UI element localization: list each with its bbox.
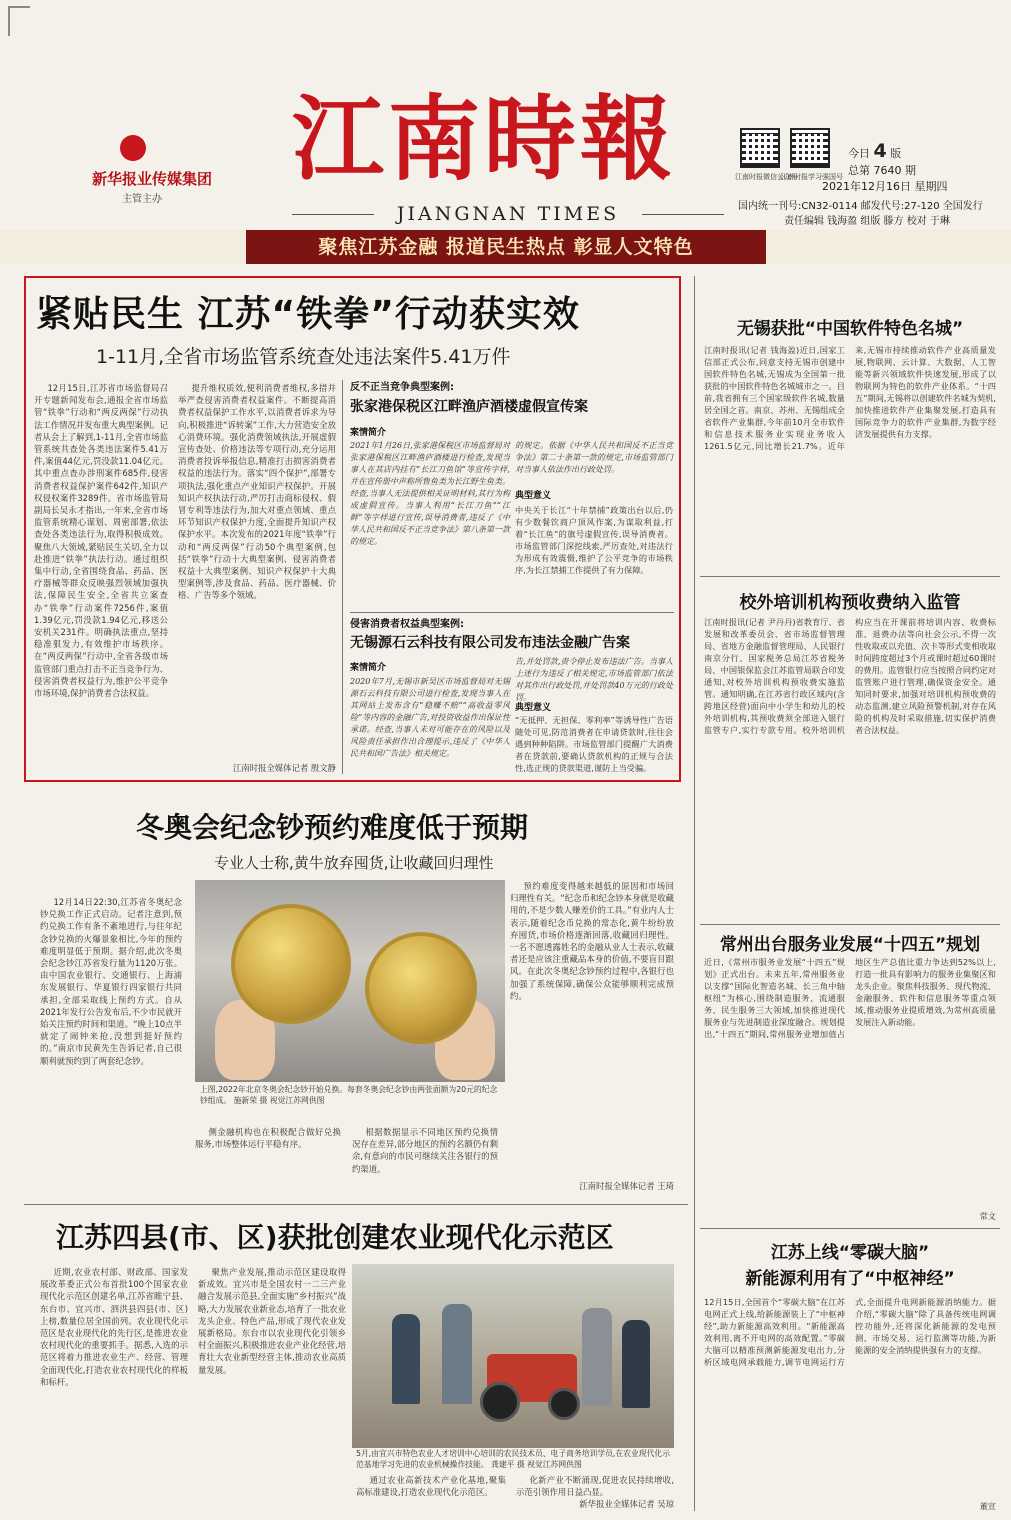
xuexi-qr-icon [790,128,830,168]
issue-pages: 4 [873,140,887,162]
coin-column-3b [352,1126,498,1192]
case1-head: 反不正当竞争典型案例: [350,382,454,393]
right4-text: 12月15日,全国首个“零碳大脑”在江苏电网正式上线,给新能源装上了“中枢神经”,助力新能源高效利用。“新能源高效利用,离不开电网的高效配置。”零碳大脑可以精准预测新能源发电出力,分析区域电网承载能力,调节电网运行方式,全面提升电网新能源消纳能力。据介绍,“零碳大脑”除了具备传统电网调控功能外,还将深化新能源的发电预测、市场交易、运行监测等功能,为新能源的安全消纳提供强有力的支撑。 [704,1297,996,1367]
coin-photo [195,880,505,1082]
issue-info [848,140,916,178]
divider [342,380,343,774]
divider [694,276,695,1511]
case1-label: 案情简介 [350,428,387,438]
lead-column-1 [34,382,168,774]
case1-meaning: 中央关于长江“十年禁捕”政策出台以后,仍有少数餐饮商户顶风作案,为谋取利益,打着“长江鱼”的旗号虚假宣传,误导消费者。市场监管部门深挖线索,严厉查处,对违法行为形成有效震慑,维护了公平竞争的市场秩序,为长江禁捕工作提供了有力保障。 [515,505,673,575]
coin-title[interactable]: 冬奥会纪念钞预约难度低于预期 [136,811,529,844]
group-name: 新华报业传媒集团 [92,170,213,188]
qr-caption: 江南时报学习强国号 [780,173,843,181]
farm-caption: 5月,由宜兴市特色农业人才培训中心培训的农民技术员、电子商务培训学员,在农业现代化示范基地学习先进的农业机械操作技能。 龚建平 摄 视觉江苏网供图 [356,1449,670,1469]
wheel [548,1388,580,1420]
case2-text: 2020年7月,无锡市新吴区市场监督局对无锡源石云科技有限公司进行检查,发现当事人在其网站上发布含有“稳赚不赔”“高收益零风险”等内容的金融广告,对投资收益作出保证性承诺。经查,当事人未对可能存在的风险以及风险责任承担作出合理提示,违反了《中华人民共和国广告法》相关规定。 [350,677,510,758]
coin-icon [365,932,477,1044]
lead-title[interactable]: 紧贴民生 江苏“铁拳”行动获实效 [36,294,580,335]
issue-today: 今日 [848,147,870,160]
masthead-title-en: JIANGNAN TIMES [396,203,620,225]
divider [642,214,724,215]
issue-pages-unit: 版 [890,147,902,160]
case2-title[interactable]: 无锡源石云科技有限公司发布违法金融广告案 [350,635,630,651]
right1-text: 江南时报讯(记者 钱海盈)近日,国家工信部正式公布,同意支持无锡市创建中国软件特色名城,无锡成为全国第一批获批的中国软件特色名城城市之一。目前,我省拥有三个国家级软件名城,数量居全国之首。南京、苏州、无锡组成全省软件产业集群,今年前10月全市软件和信息技术服务业实现业务收入1261.5亿元,同比增长21.7%。近年来,无锡市持续推动软件产业高质量发展,物联网、云计算、大数据、人工智能等新兴领域软件快速发展,形成了以物联网为特色的软件产业体系。“十四五”期间,无锡将以创建软件名城为契机,加快推进软件产业集聚发展,打造具有国际竞争力的软件产业集群,为数字经济发展提供有力支撑。 [704,345,996,451]
farm-body: 化新产业不断涌现,促进农民持续增收,示范引领作用日益凸显。 [516,1475,674,1498]
right2-title[interactable]: 校外培训机构预收费纳入监管 [739,593,961,613]
farm-photo [352,1264,674,1448]
coin-column-1 [40,896,182,1192]
divider [700,924,1000,925]
case2-label: 案情简介 [350,663,387,673]
coin-icon [231,904,351,1024]
group-sub: 主管主办 [122,194,162,205]
editor-line: 责任编辑 钱海盈 组版 滕方 校对 于琳 [784,216,950,227]
person [392,1314,420,1404]
coin-column-4 [510,880,674,1180]
divider [700,1228,1000,1229]
coin-column-2b [195,1126,341,1192]
lead-body: 12月15日,江苏省市场监督局召开专题新闻发布会,通报全省市场监管“铁拳”行动和“两反两保”行动执法工作情况并发布重大典型案例。记者从会上了解到,1-11月,全省市场监管系统共查处各类违法案件5.41万件,案值44亿元,罚没款11.04亿元。其中重点查办涉刑案件685件,侵害消费者权益保护案件642件,知识产权侵权案件3289件。省市场监管局副局长吴永才指出,一年来,全省市场监管系统精心谋划、周密部署,依法查处各类违法行为,取得积极成效。聚焦八大领域,紧贴民生关切,全力以赴推进“铁拳”执法行动。通过组织集中行动,全省围绕食品、药品、医疗器械等群众反映强烈领域加强执法,保障民生安全,全省共立案查办“铁拳”行动案件7256件,案值1.39亿元,罚没款1.94亿元,移送公安机关231件。明确执法重点,坚持稳准狠发力,有效维护市场秩序。在“两反两保”行动中,全省各级市场监管部门重点打击不正当竞争行为、侵害消费者权益行为,维护公平竞争市场环境,保护消费者合法权益。 [34,383,168,699]
person [622,1320,650,1408]
farm-column-1 [40,1266,188,1510]
wheel [480,1382,520,1422]
slogan-bar [0,230,1011,264]
right4-title-2[interactable]: 新能源利用有了“中枢神经” [745,1269,955,1289]
crop-mark [8,6,30,36]
right1-title[interactable]: 无锡获批“中国软件特色名城” [736,319,964,339]
lead-column-2 [178,382,336,762]
right2-text: 江南时报讯(记者 尹丹丹)省教育厅、省发展和改革委员会、省市场监督管理局、省地方金融监督管理局、人民银行南京分行、国家税务总局江苏省税务局、中国银保监会江苏监管局联合印发通知,对校外培训机构预收费实施监管。通知明确,在江苏省行政区域内(含跨地区经营)面向中小学生和幼儿的校外培训机构,其预收费须全部进入银行监管专户,实行专款专用。校外培训机构应当在开课前将培训内容、收费标准、退费办法等向社会公示,不得一次性收取或以充值、次卡等形式变相收取时间跨度超过3个月或课时超过60课时的费用。监管银行应当按照合同约定对监管账户进行管理,确保资金安全。通知同时要求,加强对培训机构预收费的动态监测,建立风险预警机制,对存在风险的机构及时采取措施,切实保护消费者合法权益。 [704,617,996,735]
person [582,1308,612,1406]
coin-caption: 上图,2022年北京冬奥会纪念钞开始兑换。每套冬奥会纪念钞由两张面额为20元的纪念钞组成。 施新荣 摄 视觉江苏网供图 [200,1085,498,1105]
divider [350,612,674,613]
case2-text-cont: 告,并处罚款,责令停止发布违法广告。当事人上述行为违反了相关规定,市场监管部门依法对其作出行政处罚,并处罚款40万元的行政处罚。 [515,657,673,702]
farm-column-2 [198,1266,346,1510]
right3-title[interactable]: 常州出台服务业发展“十四五”规划 [719,935,981,955]
farm-body: 通过农业高新技术产业化基地,聚集高标准建设,打造农业现代化示范区。 [356,1475,506,1498]
right3-byline: 常文 [979,1211,996,1221]
divider [24,1204,688,1205]
case2-meaning: “无抵押、无担保、零利率”等诱导性广告语随处可见,防范消费者在申请贷款时,往往会遇到种种陷阱。市场监管部门提醒广大消费者在贷款前,要确认贷款机构的正规与合法性,选正规的贷款渠道,谨防上当受骗。 [515,715,673,773]
right4-title-1[interactable]: 江苏上线“零碳大脑” [770,1243,930,1263]
issue-total: 总第 7640 期 [848,164,916,177]
right3-text: 近日,《常州市服务业发展“十四五”规划》正式出台。未来五年,常州服务业以支撑“国际化智造名城、长三角中轴枢纽”为核心,围绕制造服务、流通服务、民生服务三大领域,加快推进现代服务业与先进制造业深度融合。规划提出,“十四五”期间,常州服务业增加值占地区生产总值比重力争达到52%以上,打造一批具有影响力的服务业集聚区和龙头企业。聚焦科技服务、现代物流、金融服务、软件和信息服务等重点领域,推动服务业提质增效,为常州高质量发展注入新动能。 [704,957,996,1039]
coin-body: 12月14日22:30,江苏省冬奥纪念钞兑换工作正式启动。记者注意到,预约兑换工作有条不紊地进行,与往年纪念钞兑换的火爆景象相比,今年的预约难度明显低于预期。据介绍,此次冬奥会纪念钞江苏省发行量为1120万张。由中国农业银行、交通银行、上海浦东发展银行、华夏银行四家银行共同承担,全部采取线上预约方式。自从2021年发行公告发布后,不少市民就开始关注预约时间和渠道。“晚上10点半就定了闹钟来抢,没想到挺好预约的。”南京市民黄先生告诉记者,自己很顺利就预约到了两套纪念钞。 [40,897,182,1066]
case2-meaning-label: 典型意义 [515,703,552,713]
group-logo-icon [120,135,146,161]
coin-byline: 江南时报全媒体记者 王琦 [579,1181,674,1191]
coin-body: 根据数据显示不同地区预约兑换情况存在差异,部分地区的预约名额仍有剩余,有意向的市民可继续关注各银行的预约渠道。 [352,1127,498,1174]
masthead-title: 江南時報 [292,85,677,193]
case1-title[interactable]: 张家港保税区江畔渔庐酒楼虚假宣传案 [350,399,588,415]
right4-byline: 董宣 [979,1501,996,1511]
case1-text-cont: 的规定。依据《中华人民共和国反不正当竞争法》第二十条第一款的规定,市场监管部门对当事人依法作出行政处罚。 [515,441,673,474]
lead-body: 提升维权质效,便利消费者维权,多措并举严查侵害消费者权益案件。不断提高消费者权益保护工作水平,以消费者诉求为导向,积极推进“诉转案”工作,大力营造安全放心消费环境。强化消费领域执法,开展虚假宣传查处、价格违法等专项行动,充分运用消费者投诉举报信息,精准打击损害消费者权益的违法行为。落实“四个保护”,部署专项执法,强化重点产业知识产权保护。开展知识产权执法行动,严厉打击商标侵权、假冒专利等违法行为,加大对重点领域、重点环节知识产权保护力度,全面提升知识产权保护水平。本次发布的2021年度“铁拳”行动和“两反两保”行动50个典型案例,包括“铁拳”行动十大典型案例、侵害消费者权益十大典型案例、知识产权保护十大典型案例等,涉及食品、药品、医疗器械、价格、广告等多个领域。 [178,383,336,601]
divider [700,576,1000,577]
person [442,1304,472,1404]
coin-body: 侧金融机构也在积极配合做好兑换服务,市场整体运行平稳有序。 [195,1127,341,1150]
farm-column-3b [356,1474,506,1510]
qr-caption: 江南时报微信公众号 [735,173,798,181]
coin-subtitle: 专业人士称,黄牛放弃囤货,让收藏回归理性 [214,854,494,872]
wechat-qr-icon [740,128,780,168]
farm-column-4b [516,1474,674,1498]
coin-body: 预约难度变得越来越低的原因和市场回归理性有关。“纪念币和纪念钞本身就是收藏用的,不是少数人赚差价的工具。”有业内人士表示,随着纪念币兑换的常态化,黄牛纷纷放弃囤货,市场价格逐渐回落,收藏回归理性。一名不愿透露姓名的金融从业人士表示,收藏者还是应该注重藏品本身的价值,不要盲目跟风。在此次冬奥纪念钞预约过程中,各银行也加强了系统保障,确保公众能够顺利完成预约。 [510,881,674,1001]
farm-byline: 新华报业全媒体记者 吴琼 [579,1499,674,1509]
divider [292,214,374,215]
case2-head: 侵害消费者权益典型案例: [350,619,464,630]
lead-byline: 江南时报全媒体记者 殷文静 [232,763,336,773]
registration-line: 国内统一刊号:CN32-0114 邮发代号:27-120 全国发行 [738,201,983,212]
farm-title[interactable]: 江苏四县(市、区)获批创建农业现代化示范区 [56,1221,614,1254]
case1-meaning-label: 典型意义 [515,491,552,501]
case1-text: 2021年1月26日,张家港保税区市场监督局对张家港保税区江畔渔庐酒楼进行检查,发现当事人在其店内挂有“长江刀鱼馆”等宣传字样,并在宣传册中声称所售鱼类为长江野生鱼类。经查,当事人无法提供相关证明材料,其行为构成虚假宣传。当事人利用“长江刀鱼”“江鲜”等字样进行宣传,误导消费者,违反了《中华人民共和国反不正当竞争法》第八条第一款的规定。 [350,441,510,546]
farm-body: 聚焦产业发展,推动示范区建设取得新成效。宜兴市是全国农村一二三产业融合发展示范县,全面实施“乡村振兴”战略,大力发展农业新业态,培育了一批农业龙头企业、特色产品,形成了现代农业发展新格局。东台市以农业现代化引领乡村全面振兴,积极推进农业产业化经营,培育壮大农业新型经营主体,推动农业高质量发展。 [198,1267,346,1375]
lead-subtitle: 1-11月,全省市场监管系统查处违法案件5.41万件 [96,346,511,368]
slogan-text: 聚焦江苏金融 报道民生热点 彰显人文特色 [318,236,694,258]
farm-body: 近期,农业农村部、财政部、国家发展改革委正式公布首批100个国家农业现代化示范区创建名单,江苏省睢宁县、东台市、宜兴市、泗洪县四县(市、区)上榜,数量位居全国前列。农业现代化示范区是农业现代化的先行区,是推进农业农村现代化的重要抓手。据悉,入选的示范区将着力推进农业生产、经营、管理全面现代化,打造农业农村现代化的样板和标杆。 [40,1267,188,1387]
date-line: 2021年12月16日 星期四 [822,180,948,193]
